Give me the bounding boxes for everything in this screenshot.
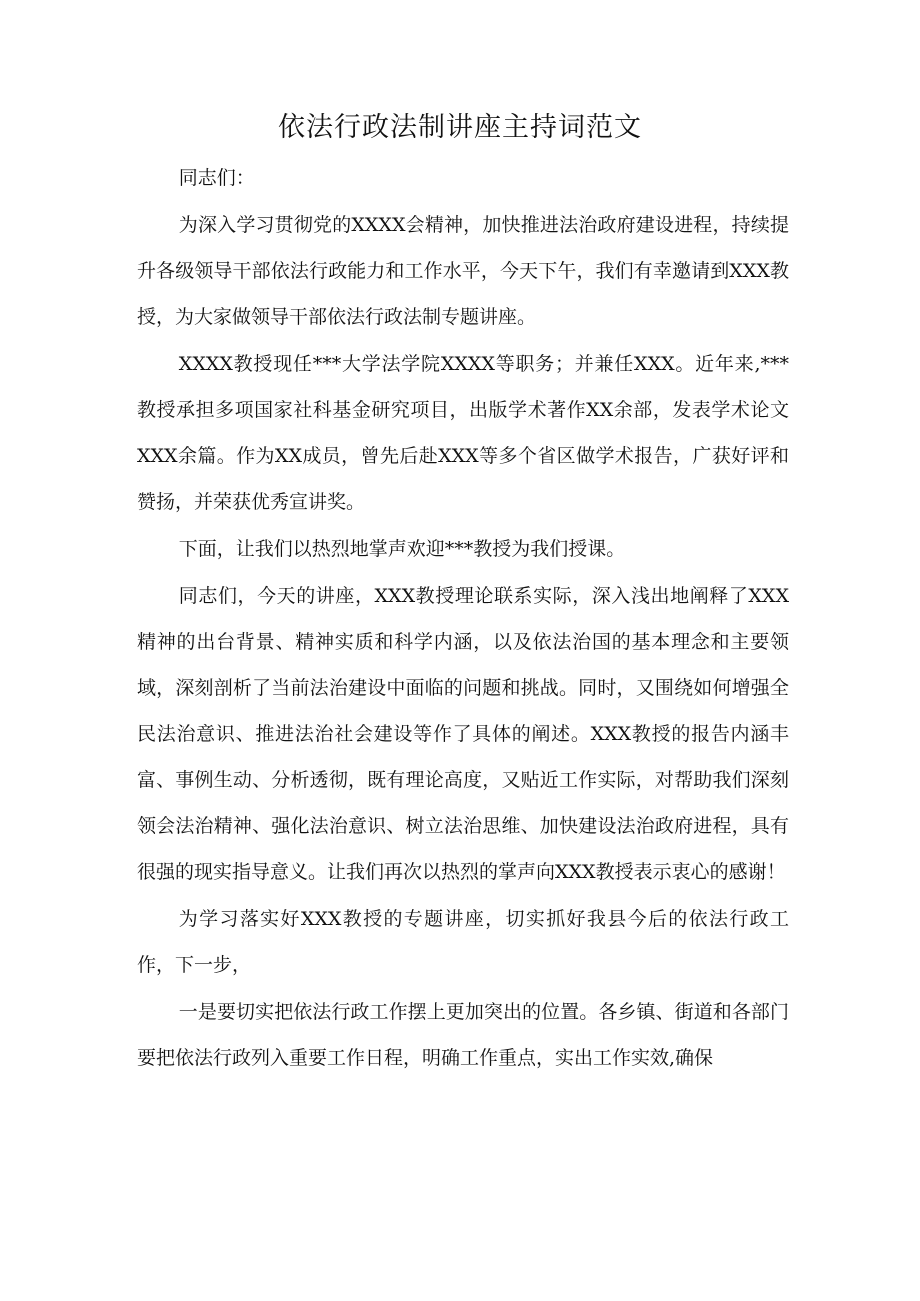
paragraph-point-one: 一是要切实把依法行政工作摆上更加突出的位置。各乡镇、街道和各部门要把依法行政列入重要工作日程，明确工作重点，实出工作实效,确保 (137, 1001, 789, 1069)
paragraph-summary: 同志们，今天的讲座，XXX教授理论联系实际，深入浅出地阐释了XXX精神的出台背景、精神实质和科学内涵，以及依法治国的基本理念和主要领域，深刻剖析了当前法治建设中面临的问题和挑战。同时，又围绕如何增强全民法治意识、推进法治社会建设等作了具体的阐述。XXX教授的报告内涵丰富、事例生动、分析透彻，既有理论高度，又贴近工作实际，对帮助我们深刻领会法治精神、强化法治意识、树立法治思维、加快建设法治政府进程，具有很强的现实指导意义。让我们再次以热烈的掌声向XXX教授表示衷心的感谢！ (137, 585, 789, 883)
paragraph-speaker-intro: XXXX教授现任***大学法学院XXXX等职务；并兼任XXX。近年来,***教授承担多项国家社科基金研究项目，出版学术著作XX余部，发表学术论文XXX余篇。作为XX成员，曾先后赴XXX等多个省区做学术报告，广获好评和赞扬，并荣获优秀宣讲奖。 (137, 353, 789, 513)
paragraph-opening: 为深入学习贯彻党的XXXX会精神，加快推进法治政府建设进程，持续提升各级领导干部依法行政能力和工作水平，今天下午，我们有幸邀请到XXX教授，为大家做领导干部依法行政法制专题讲座。 (137, 214, 789, 328)
paragraph-welcome: 下面，让我们以热烈地掌声欢迎***教授为我们授课。 (178, 538, 626, 560)
paragraph-greeting: 同志们： (178, 167, 255, 189)
document-title: 依法行政法制讲座主持词范文 (278, 112, 642, 143)
document-body (137, 155, 789, 1082)
paragraph-next-steps: 为学习落实好XXX教授的专题讲座，切实抓好我县今后的依法行政工作，下一步， (137, 908, 789, 976)
